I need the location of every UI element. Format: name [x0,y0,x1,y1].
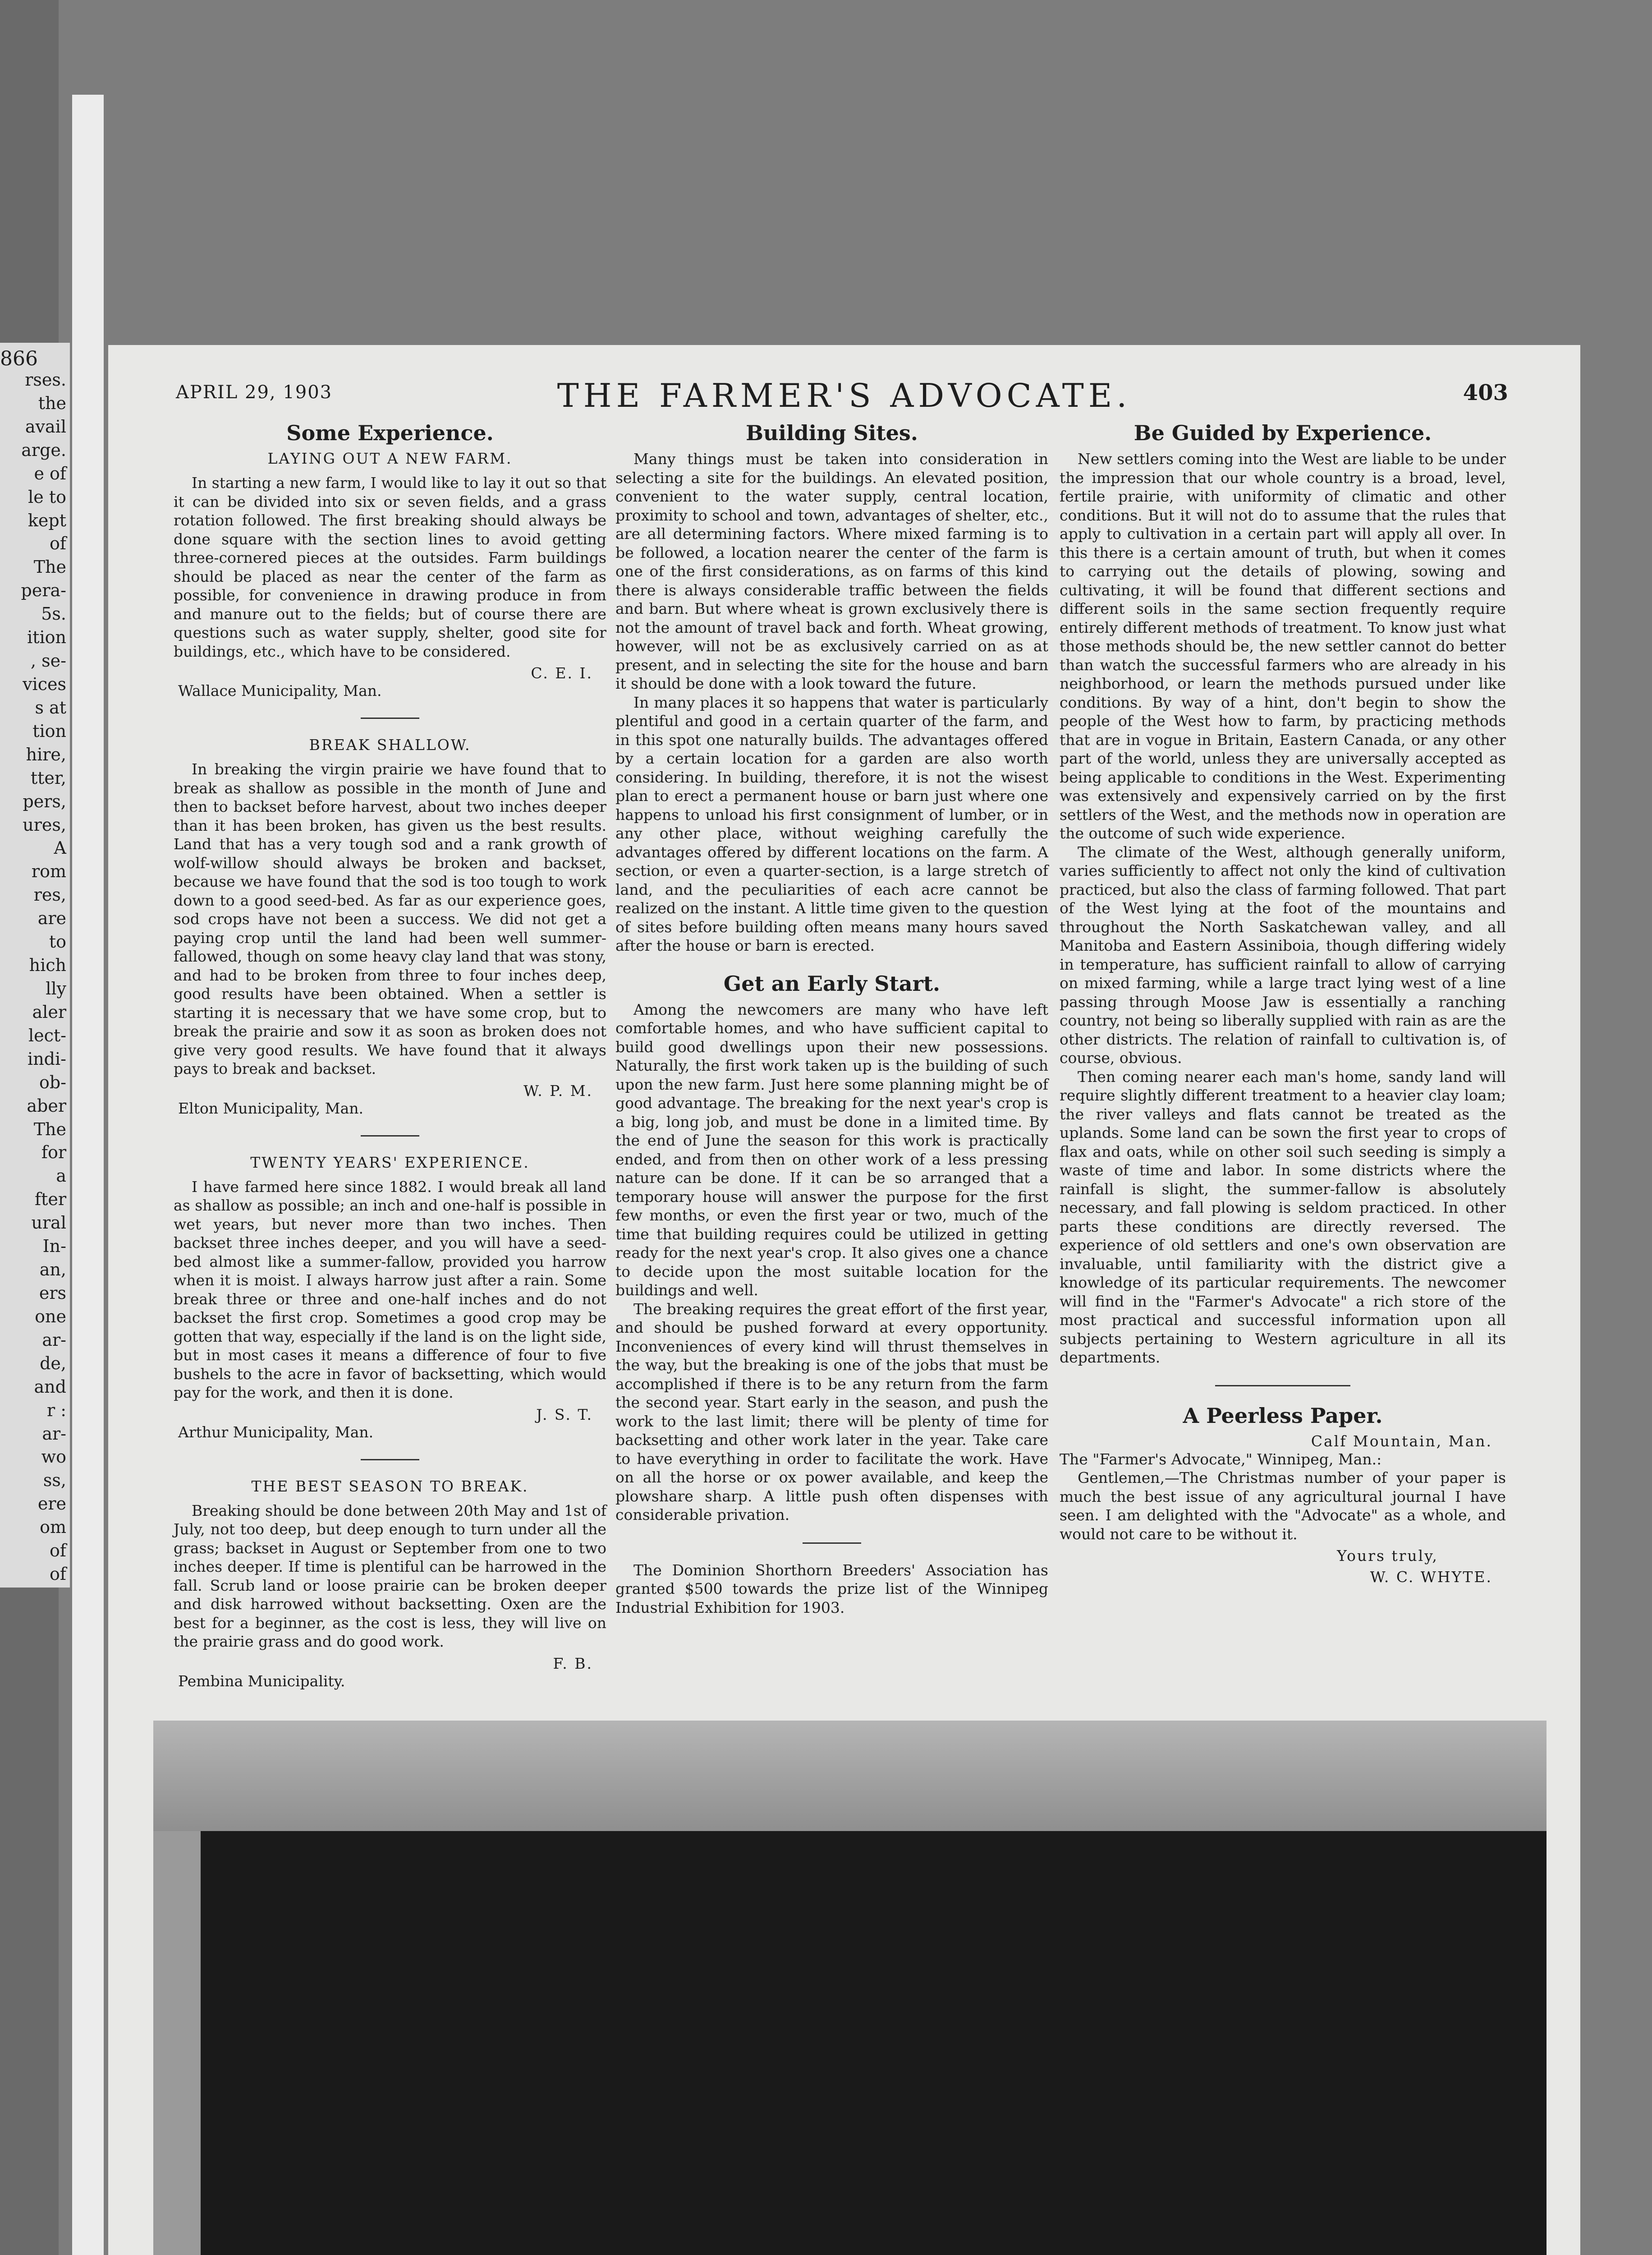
heading-building-sites: Building Sites. [746,421,918,445]
signature: F. B. [553,1654,593,1672]
previous-page-text-fragment: hire, [26,744,66,764]
previous-page-text-fragment: lect- [28,1025,66,1045]
previous-page-text-fragment: and [34,1376,66,1397]
divider [803,1542,861,1544]
photo-field [201,1831,1546,2255]
subheading-laying-out: LAYING OUT A NEW FARM. [267,450,513,467]
previous-page-text-fragment: a [56,1166,66,1186]
signature: J. S. T. [536,1405,593,1423]
letter-body: Gentlemen,—The Christmas number of your paper is much the best issue of any agricultural journal I have seen. I am delighted with the "Advocate" as a whole, and would not care to be without it. [1060,1469,1506,1543]
previous-page-text-fragment: are [37,908,66,929]
previous-page-text-fragment: s at [35,697,66,718]
subheading-break-shallow: BREAK SHALLOW. [309,736,471,754]
previous-page-text-fragment: pera- [21,580,66,601]
previous-page-text-fragment: res, [33,885,66,905]
previous-page-text-fragment: an, [39,1260,66,1280]
previous-page-text-fragment: for [41,1142,66,1163]
previous-page-text-fragment: ss, [43,1470,66,1491]
previous-page-text-fragment: de, [40,1353,66,1373]
article-body: The climate of the West, although generally uniform, varies sufficiently to affect not only the kind of cultivation practiced, but also the class of farming followed. That part of the West lying at the foot of the mountains and throughout the North Saskatchewan valley, and all Manitoba and Eastern Assiniboia, though differing widely in temperature, has sufficient rainfall to allow of carrying on mixed farming, while a large tract lying west of a line passing through Moose Jaw is essentially a ranching country, not being so liberally supplied with rain as are the other districts. The relation of rainfall to cultivation is, of course, obvious. [1060,843,1506,1067]
previous-page-text-fragment: ures, [23,815,66,835]
previous-page-text-fragment: tter, [30,768,66,788]
heading-early-start: Get an Early Start. [723,971,941,996]
heading-peerless-paper: A Peerless Paper. [1183,1403,1383,1428]
letter-place: Calf Mountain, Man. [1311,1432,1492,1450]
previous-page-text-fragment: om [40,1517,66,1537]
previous-page-text-fragment: hich [29,955,66,976]
letter-close: Yours truly, [1337,1547,1438,1565]
article-body: The Dominion Shorthorn Breeders' Association has granted $500 towards the prize list of the Winnipeg Industrial Exhibition for 1903. [615,1561,1048,1616]
previous-page-text-fragment: ar- [42,1423,66,1444]
previous-page-text-fragment: ob- [39,1072,66,1092]
previous-page-text-fragment: kept [28,510,66,530]
article-body: Breaking should be done between 20th May and 1st of July, not too deep, but deep enough to turn under all the grass; backset in August or September from one to two inches deeper. If time is plentiful can be harrowed in the fall. Scrub land or loose prairie can be broken deeper and disk harrowed without backsetting. Oxen are the best for a beginner, as the cost is less, they will live on the prairie grass and do good work. [174,1501,606,1650]
previous-page-text-fragment: rom [31,861,66,882]
previous-page-text-fragment: The [33,557,66,577]
article-body: I have farmed here since 1882. I would break all land as shallow as possible; an inch and one-half is possible in wet years, but never more than two inches. Then backset three inches deeper, and you will have a seed-bed almost like a summer-fallow, provided you harrow when it is moist. I always harrow just after a rain. Some break three or three and one-half inches and do not backset the first crop. Sometimes a good crop may be gotten that way, especially if the land is on the light side, but in most cases it means a difference of four to five bushels to the acre in favor of backsetting, which would pay for the work, and then it is done. [174,1178,606,1401]
previous-page-text-fragment: In- [42,1236,66,1256]
previous-page-text-fragment: r : [46,1400,66,1420]
article-body: In breaking the virgin prairie we have found that to break as shallow as possible in the month of June and then to backset before harvest, about two inches deeper than it has been broken, has given us the best results. Land that has a very tough sod and a rank growth of wolf-willow should always be broken and backset, because we have found that the sod is too tough to work down to a good seed-bed. As far as our experience goes, sod crops have not been a success. We did not get a paying crop until the land had been well summer-fallowed, though on some heavy clay land that was stony, and had to be broken from three to four inches deep, good results have been obtained. When a settler is starting it is necessary that we have some crop, but to break the prairie and sow it as soon as broken does not give very good results. We have found that it always pays to break and backset. [174,760,606,1077]
previous-page-text-fragment: tion [32,721,66,741]
subheading-best-season: THE BEST SEASON TO BREAK. [251,1477,529,1495]
previous-page-text-fragment: pers, [23,791,66,811]
previous-page-text-fragment: A [54,838,66,858]
previous-page-text-fragment: ural [31,1213,66,1233]
previous-page-text-fragment: of [50,1541,66,1561]
letter-addressee: The "Farmer's Advocate," Winnipeg, Man.: [1060,1450,1382,1468]
divider [361,1135,419,1137]
divider [361,718,419,719]
previous-page-text-fragment: The [33,1119,66,1139]
binding-gutter [72,95,104,2255]
previous-page-text-fragment: aler [32,1002,66,1022]
heading-be-guided: Be Guided by Experience. [1133,421,1432,445]
article-body: Many things must be taken into consideration in selecting a site for the buildings. An elevated position, convenient to the water supply, central location, proximity to school and town, advantages of shelter, etc., are all determining factors. Where mixed farming is to be followed, a location nearer the center of the farm is one of the first considerations, as on farms of this kind there is always considerable traffic between the fields and barn. But where wheat is grown exclusively there is not the amount of travel back and forth. Wheat growing, however, will not be as exclusively carried on as at present, and in selecting the site for the house and barn it should be done with a look toward the future. [615,450,1048,692]
previous-page-text-fragment: wo [41,1447,66,1467]
halftone-photograph [153,1721,1546,2255]
previous-page-text-fragment: one [35,1306,66,1326]
previous-page-text-fragment: arge. [21,440,66,460]
previous-page-text-fragment: avail [25,416,66,437]
column-middle [615,413,1048,1617]
issue-date: APRIL 29, 1903 [176,382,333,403]
heading-some-experience: Some Experience. [286,421,494,445]
masthead-title: THE FARMER'S ADVOCATE. [557,377,1132,414]
letter-signer: W. C. WHYTE. [1370,1568,1492,1586]
previous-page-text-fragment: e of [34,463,66,483]
previous-page-edge [0,343,70,1588]
previous-page-text-fragment: ere [37,1494,66,1514]
column-right [1060,413,1506,1586]
previous-page-text-fragment: ition [27,627,66,648]
municipality: Elton Municipality, Man. [178,1099,364,1117]
previous-page-text-fragment: rses. [25,370,66,390]
previous-page-text-fragment: , se- [31,651,66,671]
divider [361,1459,419,1460]
previous-page-text-fragment: ar- [42,1330,66,1350]
previous-page-text-fragment: indi- [28,1049,66,1069]
column-left [174,413,606,1690]
previous-page-text-fragment: aber [27,1095,66,1116]
previous-page-text-fragment: ers [39,1283,66,1303]
previous-page-number: 866 [0,347,38,370]
previous-page-text-fragment: le to [28,487,66,507]
article-body: Among the newcomers are many who have left comfortable homes, and who have sufficient capital to build good dwellings upon their new possessions. Naturally, the first work taken up is the building of such upon the new farm. Just here some planning might be of good advantage. The breaking for the next year's crop is a big, long job, and must be done in a limited time. By the end of June the season for this work is practically ended, and from then on other work of a less pressing nature can be done. If it can be so arranged that a temporary house will answer the purpose for the first few months, or even the first year or two, much of the time that building requires could be utilized in getting ready for the next year's crop. It also gives one a chance to decide upon the most suitable location for the buildings and well. [615,1000,1048,1299]
previous-page-text-fragment: fter [35,1189,66,1210]
article-body: New settlers coming into the West are liable to be under the impression that our whole country is a broad, level, fertile prairie, with uniformity of climatic and other conditions. But it will not do to assume that the rules that apply to cultivation in a certain part will apply all over. In this there is a certain amount of truth, but when it comes to carrying out the details of plowing, sowing and cultivating, it will be found that different sections and different soils in the same section frequently require entirely different methods of treatment. To know just what those methods should be, the new settler cannot do better than watch the successful farmers who are already in his neighborhood, or learn the methods pursued under like conditions. By way of a hint, don't begin to show the people of the West how to farm, by practicing methods that are in vogue in Britain, Eastern Canada, or any other part of the world, unless they are universally accepted as being applicable to conditions in the West. Experimenting was extensively and expensively carried on by the first settlers of the West, and the methods now in operation are the outcome of such wide experience. [1060,450,1506,842]
page-number: 403 [1463,380,1508,405]
newspaper-page [108,345,1580,2255]
signature: W. P. M. [523,1081,593,1100]
municipality: Wallace Municipality, Man. [178,682,382,700]
previous-page-text-fragment: to [49,932,66,952]
previous-page-text-fragment: lly [46,979,66,999]
subheading-twenty-years: TWENTY YEARS' EXPERIENCE. [250,1153,530,1171]
article-body: In many places it so happens that water is particularly plentiful and good in a certain quarter of the farm, and in this spot one naturally builds. The advantages offered by a certain location for a garden are also worth considering. In building, therefore, it is not the wisest plan to erect a permanent house or barn just where one happens to unload his first consignment of lumber, or in any other place, without weighing carefully the advantages offered by different locations on the farm. A section, or even a quarter-section, is a large stretch of land, and the peculiarities of each acre cannot be realized on the instant. A little time given to the question of sites before building often means many hours saved after the house or barn is erected. [615,693,1048,954]
signature: C. E. I. [531,664,593,682]
article-body: In starting a new farm, I would like to lay it out so that it can be divided into six or seven fields, and a grass rotation followed. The first breaking should always be done square with the section lines to avoid getting three-cornered pieces at the outsides. Farm buildings should be placed as near the center of the farm as possible, for convenience in drawing produce in from and manure out to the fields; but of course there are questions such as water supply, shelter, good site for buildings, etc., which have to be considered. [174,474,606,660]
divider [1215,1385,1350,1386]
previous-page-text-fragment: the [38,393,66,413]
municipality: Arthur Municipality, Man. [178,1423,374,1441]
previous-page-text-fragment: of [50,534,66,554]
previous-page-text-fragment: vices [23,674,66,694]
previous-page-text-fragment: of [50,1564,66,1584]
article-body: Then coming nearer each man's home, sandy land will require slightly different treatment to a heavier clay loam; the river valleys and flats cannot be treated as the uplands. Some land can be sown the first year to crops of flax and oats, while on other soil such seeding is simply a waste of time and labor. In some districts where the rainfall is slight, the summer-fallow is absolutely necessary, and fall plowing is seldom practiced. In other parts these conditions are directly reversed. The experience of old settlers and one's own observation are invaluable, until familiarity with the district give a knowledge of its particular requirements. The newcomer will find in the "Farmer's Advocate" a rich store of the most practical and successful information upon all subjects pertaining to Western agriculture in all its departments. [1060,1068,1506,1366]
article-body: The breaking requires the great effort of the first year, and should be pushed forward at every opportunity. Inconveniences of every kind will thrust themselves in the way, but the breaking is one of the jobs that must be accomplished if there is to be any return from the farm the second year. Start early in the season, and push the work to the last limit; there will be plenty of time for backsetting and other work later in the year. Take care to have everything in order to facilitate the work. Have on all the horse or ox power available, and keep the plowshare sharp. A little push often dispenses with considerable privation. [615,1300,1048,1523]
previous-page-text-fragment: 5s. [41,604,66,624]
photo-sky [153,1721,1546,1831]
municipality: Pembina Municipality. [178,1672,345,1690]
